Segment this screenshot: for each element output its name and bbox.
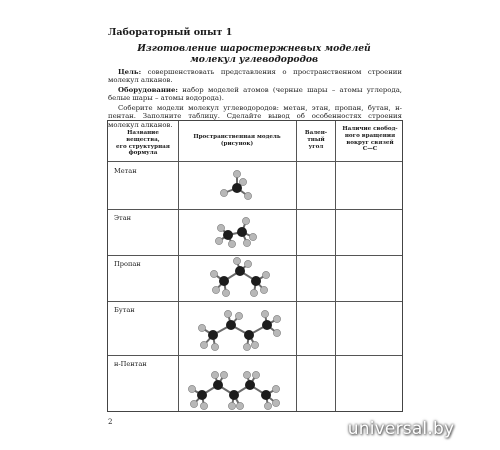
hydrogen-atom	[243, 239, 250, 246]
pentane-model	[184, 361, 294, 411]
hydrogen-atom	[222, 289, 229, 296]
butane-model	[193, 303, 285, 353]
carbon-atom	[197, 390, 207, 400]
hydrogen-atom	[251, 341, 258, 348]
hydrogen-atom	[224, 310, 231, 317]
hydrogen-atom	[261, 310, 268, 317]
row-label-ethane: Этан	[114, 214, 132, 222]
goal-text: совершенствовать представления о пространственном строении молекул алканов.	[108, 68, 402, 85]
hydrogen-atom	[188, 385, 195, 392]
hydrogen-atom	[273, 315, 280, 322]
table-col-divider	[296, 121, 297, 411]
equipment-paragraph	[108, 86, 402, 103]
carbon-atom	[245, 380, 255, 390]
hydrogen-atom	[260, 286, 267, 293]
header-text: Пространственная модель	[193, 134, 281, 140]
hydrogen-atom	[200, 341, 207, 348]
header-text: Название вещества,	[126, 130, 160, 143]
watermark-text: universal.by	[347, 419, 455, 439]
table-row-divider	[108, 355, 402, 356]
methane-model	[212, 167, 262, 207]
header-text: ного вращения	[344, 132, 396, 139]
header-text: Наличие свобод-	[342, 126, 398, 132]
page-number: 2	[108, 418, 113, 426]
row-label-butane: Бутан	[114, 306, 135, 314]
table-row-divider	[108, 209, 402, 210]
hydrogen-atom	[198, 324, 205, 331]
goal-label: Цель:	[118, 68, 142, 76]
hydrogen-atom	[243, 343, 250, 350]
table-col-divider	[178, 121, 179, 411]
hydrogen-atom	[228, 402, 235, 409]
hydrogen-atom	[200, 402, 207, 409]
carbon-atom	[244, 330, 254, 340]
task-paragraph: Соберите модели молекул углеводородов: метан, этан, пропан, бутан, н-пентан. Заполните таблицу. Сделайте вывод об особенностях строения молекул алканов.	[108, 104, 402, 129]
table-row-divider	[108, 301, 402, 302]
carbon-atom	[219, 276, 229, 286]
hydrogen-atom	[262, 271, 269, 278]
hydrogen-atom	[272, 385, 279, 392]
hydrogen-atom	[272, 399, 279, 406]
hydrogen-atom	[236, 402, 243, 409]
table-col-divider	[335, 121, 336, 411]
row-label-pentane: н-Пентан	[114, 360, 147, 368]
carbon-atom	[237, 227, 247, 237]
header-text: Вален-	[304, 130, 328, 136]
hydrogen-atom	[233, 257, 240, 264]
hydrogen-atom	[217, 224, 224, 231]
header-text: С—С	[362, 146, 378, 153]
hydrogen-atom	[264, 402, 271, 409]
lab-title: Лабораторный опыт 1	[108, 27, 233, 38]
hydrogen-atom	[273, 329, 280, 336]
row-label-methane: Метан	[114, 167, 137, 175]
hydrogen-atom	[235, 312, 242, 319]
ethane-model	[213, 212, 258, 252]
hydrogen-atom	[242, 217, 249, 224]
hydrogen-atom	[211, 343, 218, 350]
carbon-atom	[251, 276, 261, 286]
hydrogen-atom	[220, 189, 227, 196]
carbon-atom	[235, 266, 245, 276]
carbon-atom	[213, 380, 223, 390]
header-spatial-model	[180, 134, 294, 148]
header-text: формула	[128, 150, 158, 157]
header-text: его структурная	[116, 143, 170, 150]
propane-model	[204, 255, 274, 299]
carbon-atom	[226, 320, 236, 330]
lab-heading-line-2: молекул углеводородов	[189, 54, 319, 65]
hydrogen-atom	[215, 237, 222, 244]
watermark	[306, 414, 496, 444]
hydrogen-atom	[244, 260, 251, 267]
hydrogen-atom	[250, 289, 257, 296]
header-text: тный	[307, 136, 325, 143]
carbon-atom	[232, 183, 242, 193]
header-valence-angle	[297, 130, 335, 150]
hydrogen-atom	[233, 170, 240, 177]
equipment-text: набор моделей атомов (черные шары – атомы углерода, белые шары – атомы водорода).	[108, 86, 402, 103]
equipment-label: Оборудование:	[118, 86, 178, 94]
hydrogen-atom	[212, 286, 219, 293]
header-text: угол	[308, 143, 324, 150]
header-text: (рисунок)	[220, 140, 254, 147]
hydrogen-atom	[220, 371, 227, 378]
header-free-rotation	[337, 126, 403, 153]
carbon-atom	[229, 390, 239, 400]
table-row-divider	[108, 161, 402, 162]
lab-heading-line-1: Изготовление шаростержневых моделей	[137, 43, 371, 54]
results-table	[107, 120, 403, 412]
carbon-atom	[223, 230, 233, 240]
carbon-atom	[262, 320, 272, 330]
hydrogen-atom	[210, 270, 217, 277]
header-text: вокруг связей	[346, 139, 394, 146]
header-substance-name	[110, 130, 176, 157]
goal-paragraph	[108, 68, 402, 85]
hydrogen-atom	[228, 240, 235, 247]
hydrogen-atom	[190, 400, 197, 407]
carbon-atom	[208, 330, 218, 340]
row-label-propane: Пропан	[114, 260, 141, 268]
hydrogen-atom	[252, 371, 259, 378]
hydrogen-atom	[243, 371, 250, 378]
hydrogen-atom	[249, 233, 256, 240]
hydrogen-atom	[211, 371, 218, 378]
hydrogen-atom	[244, 192, 251, 199]
carbon-atom	[261, 390, 271, 400]
